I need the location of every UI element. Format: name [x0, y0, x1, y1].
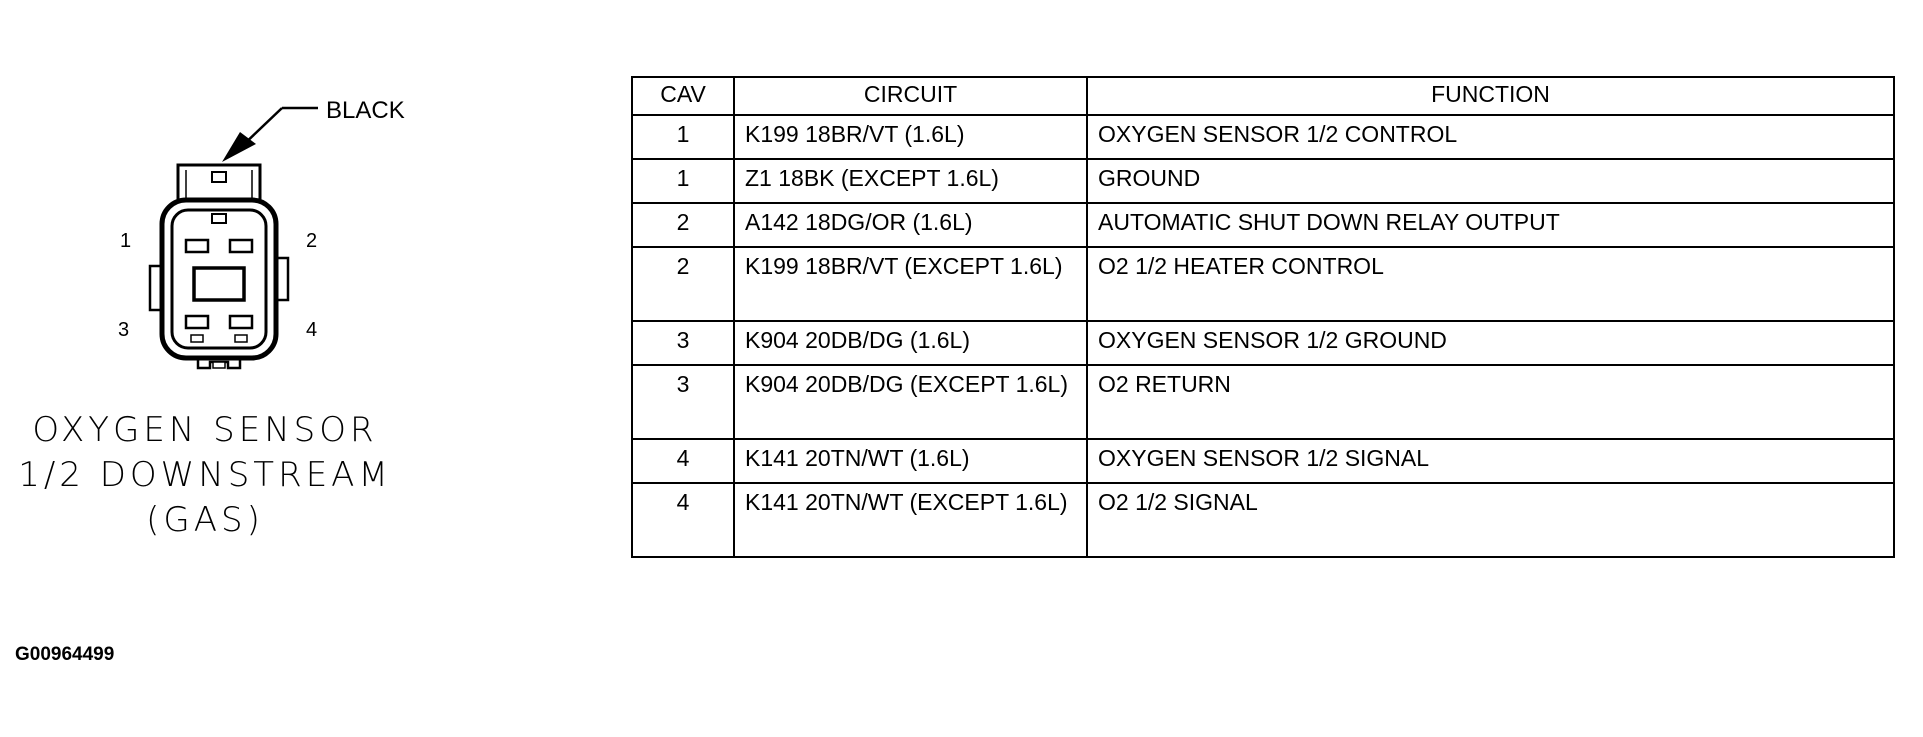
pin-number-3: 3	[118, 319, 130, 341]
pin-number-2: 2	[306, 230, 318, 252]
cell-cav: 2	[632, 203, 734, 247]
cell-circuit: K904 20DB/DG (1.6L)	[734, 321, 1087, 365]
table-header-row	[632, 77, 1894, 115]
table-row	[632, 203, 1894, 247]
connector-diagram	[0, 0, 420, 400]
cell-circuit: K904 20DB/DG (EXCEPT 1.6L)	[734, 365, 1087, 439]
color-leader-arrow	[222, 108, 318, 162]
cell-function: O2 1/2 HEATER CONTROL	[1087, 247, 1894, 321]
pin-number-1: 1	[120, 230, 132, 252]
cell-function: O2 1/2 SIGNAL	[1087, 483, 1894, 557]
cell-cav: 4	[632, 483, 734, 557]
table-row	[632, 159, 1894, 203]
cell-cav: 3	[632, 321, 734, 365]
cell-function: GROUND	[1087, 159, 1894, 203]
connector-color-label: BLACK	[326, 97, 405, 124]
cell-circuit: K141 20TN/WT (1.6L)	[734, 439, 1087, 483]
cell-circuit: A142 18DG/OR (1.6L)	[734, 203, 1087, 247]
connector-title-line-3: (GAS)	[146, 500, 264, 540]
header-circuit: CIRCUIT	[734, 77, 1087, 115]
table-row	[632, 365, 1894, 439]
connector-title-line-1: OXYGEN SENSOR	[32, 410, 378, 450]
table-row	[632, 115, 1894, 159]
cell-cav: 1	[632, 115, 734, 159]
table-row	[632, 247, 1894, 321]
cell-function: AUTOMATIC SHUT DOWN RELAY OUTPUT	[1087, 203, 1894, 247]
cell-function: OXYGEN SENSOR 1/2 SIGNAL	[1087, 439, 1894, 483]
cell-circuit: K141 20TN/WT (EXCEPT 1.6L)	[734, 483, 1087, 557]
cell-function: OXYGEN SENSOR 1/2 GROUND	[1087, 321, 1894, 365]
cell-cav: 1	[632, 159, 734, 203]
figure-id: G00964499	[15, 644, 115, 665]
header-function: FUNCTION	[1087, 77, 1894, 115]
cell-cav: 2	[632, 247, 734, 321]
cell-circuit: K199 18BR/VT (EXCEPT 1.6L)	[734, 247, 1087, 321]
cell-cav: 3	[632, 365, 734, 439]
pinout-table	[631, 76, 1895, 558]
cell-circuit: Z1 18BK (EXCEPT 1.6L)	[734, 159, 1087, 203]
table-row	[632, 483, 1894, 557]
connector-title-line-2: 1/2 DOWNSTREAM	[18, 455, 392, 495]
cell-circuit: K199 18BR/VT (1.6L)	[734, 115, 1087, 159]
cell-function: O2 RETURN	[1087, 365, 1894, 439]
header-cav: CAV	[632, 77, 734, 115]
connector-title	[0, 408, 410, 543]
cell-cav: 4	[632, 439, 734, 483]
table-row	[632, 321, 1894, 365]
table-row	[632, 439, 1894, 483]
pin-number-4: 4	[306, 319, 318, 341]
cell-function: OXYGEN SENSOR 1/2 CONTROL	[1087, 115, 1894, 159]
